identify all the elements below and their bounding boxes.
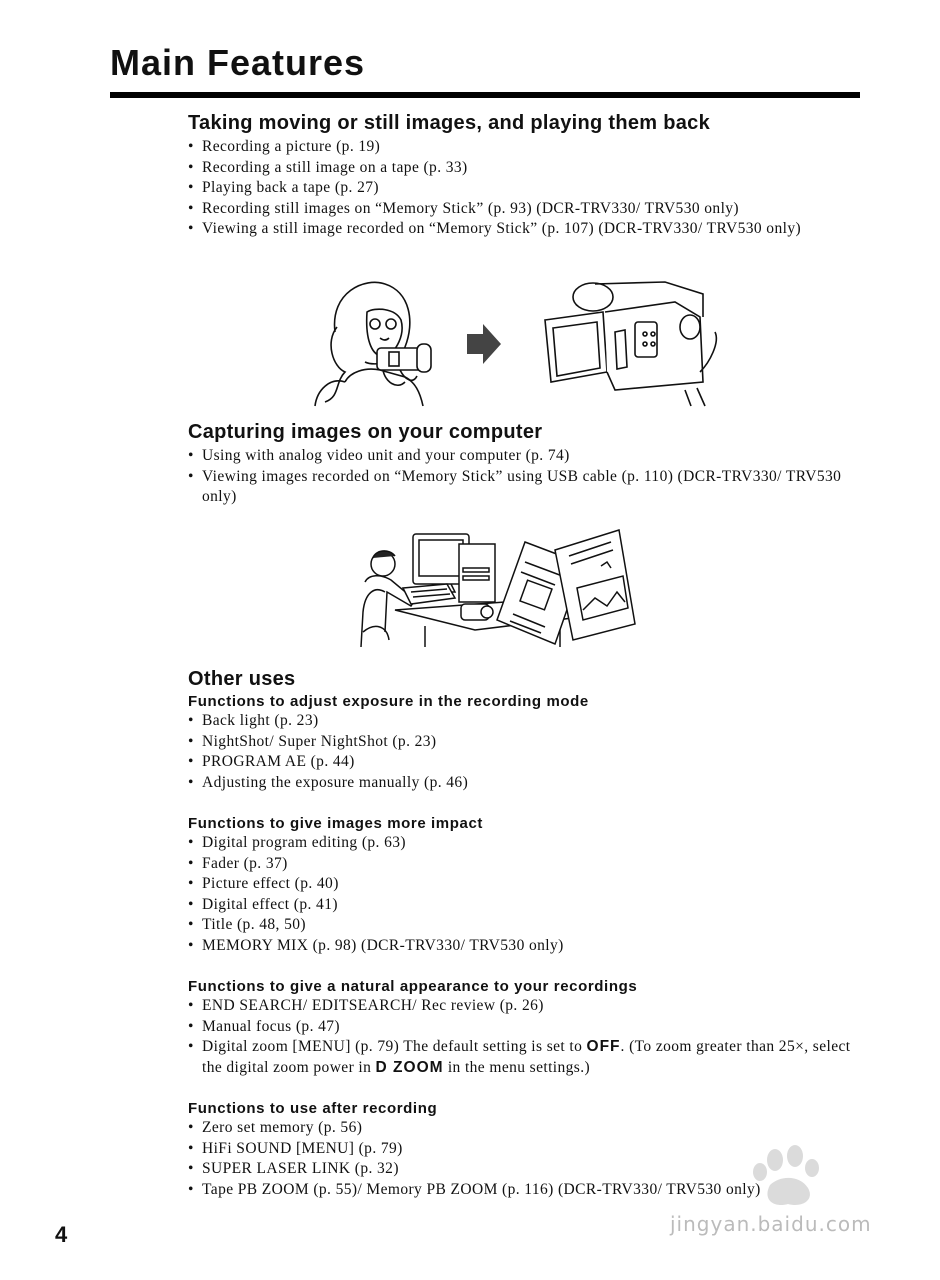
- bullet-list: [188, 996, 858, 1078]
- list-item: • Viewing a still image recorded on “Memory Stick” (p. 107) (DCR-TRV330/ TRV530 only): [188, 219, 858, 240]
- watermark-text: jingyan.baidu.com: [670, 1212, 872, 1236]
- off-setting-key: OFF: [586, 1038, 621, 1055]
- list-item: • PROGRAM AE (p. 44): [188, 752, 858, 773]
- list-item: • NightShot/ Super NightShot (p. 23): [188, 732, 858, 753]
- section-taking-images: [188, 112, 858, 240]
- list-item: • SUPER LASER LINK (p. 32): [188, 1159, 858, 1180]
- zoom-text-middle: . (To zoom greater than 25×, select the digital zoom power in: [202, 1038, 851, 1076]
- list-item: • Recording a picture (p. 19): [188, 137, 858, 158]
- list-item: • Back light (p. 23): [188, 711, 858, 732]
- list-item: • Picture effect (p. 40): [188, 874, 858, 895]
- baidu-watermark-logo: [670, 1130, 900, 1270]
- section-capturing-images: [188, 421, 858, 508]
- list-item: • Manual focus (p. 47): [188, 1017, 858, 1038]
- zoom-text-before: Digital zoom [MENU] (p. 79) The default setting is set to: [202, 1038, 587, 1055]
- section-heading: Taking moving or still images, and playing them back: [188, 112, 711, 134]
- list-item: • Title (p. 48, 50): [188, 915, 858, 936]
- list-item: • Fader (p. 37): [188, 854, 858, 875]
- list-item: • END SEARCH/ EDITSEARCH/ Rec review (p. 26): [188, 996, 858, 1017]
- subsection-impact: [188, 815, 858, 956]
- title-rule: [110, 92, 860, 98]
- list-item: • Recording still images on “Memory Stick” (p. 93) (DCR-TRV330/ TRV530 only): [188, 199, 858, 220]
- list-item: • Adjusting the exposure manually (p. 46): [188, 773, 858, 794]
- list-item: • Zero set memory (p. 56): [188, 1118, 858, 1139]
- bullet-list: [188, 833, 858, 956]
- subsection-heading: Functions to give a natural appearance to your recordings: [188, 978, 638, 995]
- computer-capture-illustration: [355, 522, 645, 650]
- camcorder-recording-illustration: [305, 272, 725, 407]
- subsection-heading: Functions to use after recording: [188, 1100, 438, 1117]
- bullet-list: [188, 711, 858, 793]
- subsection-heading: Functions to give images more impact: [188, 815, 483, 832]
- section-heading: Other uses: [188, 668, 296, 690]
- list-item: • Playing back a tape (p. 27): [188, 178, 858, 199]
- subsection-natural: [188, 978, 858, 1078]
- section-other-uses: [188, 668, 858, 1200]
- list-item: • MEMORY MIX (p. 98) (DCR-TRV330/ TRV530 only): [188, 936, 858, 957]
- section-heading: Capturing images on your computer: [188, 421, 543, 443]
- list-item: • Recording a still image on a tape (p. 33): [188, 158, 858, 179]
- subsection-exposure: [188, 693, 858, 793]
- list-item: • Digital effect (p. 41): [188, 895, 858, 916]
- zoom-text-after: in the menu settings.): [443, 1058, 591, 1076]
- list-item: • Digital program editing (p. 63): [188, 833, 858, 854]
- list-item-digital-zoom: [188, 1037, 858, 1078]
- bullet-list: [188, 137, 858, 240]
- list-item: • Using with analog video unit and your computer (p. 74): [188, 446, 858, 467]
- list-item: • HiFi SOUND [MENU] (p. 79): [188, 1139, 858, 1160]
- d-zoom-setting-key: D ZOOM: [375, 1058, 444, 1076]
- list-item: • Viewing images recorded on “Memory Stick” using USB cable (p. 110) (DCR-TRV330/ TRV530 only): [188, 467, 858, 508]
- subsection-heading: Functions to adjust exposure in the recording mode: [188, 693, 589, 710]
- bullet-list: [188, 446, 858, 508]
- list-item: • Tape PB ZOOM (p. 55)/ Memory PB ZOOM (p. 116) (DCR-TRV330/ TRV530 only): [188, 1180, 858, 1201]
- page-title: Main Features: [110, 42, 366, 83]
- page-number: 4: [55, 1222, 68, 1247]
